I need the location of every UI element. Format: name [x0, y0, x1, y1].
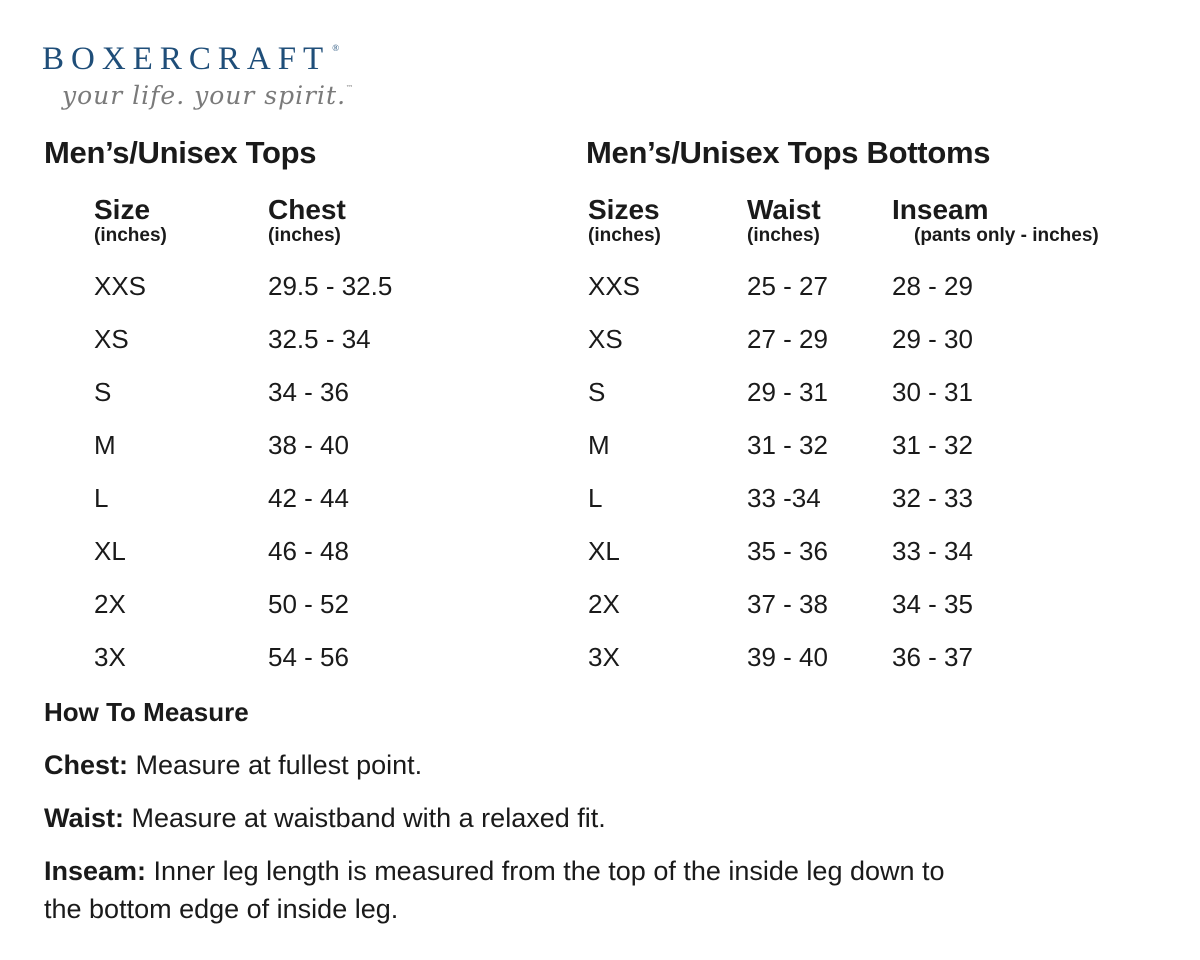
- bottoms-inseam-cell: 33 - 34: [892, 536, 973, 566]
- inseam-measure-note: [44, 852, 984, 928]
- note-text: Inner leg length is measured from the top of the inside leg down to the bottom edge of inside leg.: [44, 856, 945, 924]
- tops-size-cell: XXS: [94, 271, 147, 301]
- bottoms-waist-cell: 37 - 38: [747, 589, 828, 619]
- bottoms-size-cell: M: [588, 430, 610, 460]
- bottoms-inseam-cell: 28 - 29: [892, 271, 973, 301]
- bottoms-inseam-cell: 31 - 32: [892, 430, 973, 460]
- tops-size-cell: S: [94, 377, 112, 407]
- tops-size-cell: 3X: [94, 642, 126, 672]
- bottoms-inseam-cell: 34 - 35: [892, 589, 973, 619]
- tops-chest-cell: 54 - 56: [268, 642, 349, 672]
- bottoms-waist-cell: 31 - 32: [747, 430, 828, 460]
- bottoms-inseam-cell: 30 - 31: [892, 377, 973, 407]
- tops-chest-cell: 46 - 48: [268, 536, 349, 566]
- waist-measure-note: [44, 799, 1044, 837]
- bottoms-inseam-cell: 29 - 30: [892, 324, 973, 354]
- note-label: Chest:: [44, 750, 129, 780]
- bottoms-size-cell: XS: [588, 324, 623, 354]
- bottoms-waist-cell: 25 - 27: [747, 271, 828, 301]
- bottoms-waist-cell: 39 - 40: [747, 642, 828, 672]
- note-text: Measure at fullest point.: [128, 750, 423, 780]
- tops-chest-cell: 42 - 44: [268, 483, 349, 513]
- tops-chest-cell: 34 - 36: [268, 377, 349, 407]
- tops-size-cell: M: [94, 430, 116, 460]
- note-label: Inseam:: [44, 856, 147, 886]
- how-to-measure-heading: How To Measure: [44, 697, 249, 727]
- bottoms-inseam-cell: 32 - 33: [892, 483, 973, 513]
- bottoms-size-cell: 2X: [588, 589, 620, 619]
- chest-measure-note: [44, 746, 1044, 784]
- tops-chest-cell: 32.5 - 34: [268, 324, 371, 354]
- bottoms-header-sizes: Sizes (inches): [588, 194, 661, 246]
- tops-title: Men’s/Unisex Tops: [44, 135, 317, 170]
- brand-name: BOXERCRAFT ®: [42, 41, 340, 77]
- bottoms-title: Men’s/Unisex Tops Bottoms: [586, 135, 991, 170]
- trademark-mark: ™: [346, 84, 355, 92]
- brand-tagline: your life. your spirit.™: [62, 81, 355, 110]
- tops-size-cell: 2X: [94, 589, 126, 619]
- bottoms-waist-cell: 29 - 31: [747, 377, 828, 407]
- bottoms-header-waist: Waist (inches): [747, 194, 821, 246]
- tops-size-cell: XL: [94, 536, 126, 566]
- tops-chest-cell: 38 - 40: [268, 430, 349, 460]
- boxercraft-logo: [42, 30, 354, 110]
- tops-header-chest: Chest (inches): [268, 194, 346, 246]
- bottoms-size-cell: S: [588, 377, 606, 407]
- bottoms-size-cell: XL: [588, 536, 620, 566]
- tops-chest-cell: 29.5 - 32.5: [268, 271, 393, 301]
- tops-chest-cell: 50 - 52: [268, 589, 349, 619]
- bottoms-size-cell: XXS: [588, 271, 641, 301]
- bottoms-waist-cell: 35 - 36: [747, 536, 828, 566]
- bottoms-size-cell: 3X: [588, 642, 620, 672]
- bottoms-header-inseam: Inseam (pants only - inches): [892, 194, 1099, 246]
- tops-header-size: Size (inches): [94, 194, 167, 246]
- tops-size-cell: XS: [94, 324, 129, 354]
- note-text: Measure at waistband with a relaxed fit.: [124, 803, 606, 833]
- bottoms-waist-cell: 27 - 29: [747, 324, 828, 354]
- bottoms-size-cell: L: [588, 483, 603, 513]
- registered-mark: ®: [332, 43, 340, 53]
- bottoms-waist-cell: 33 -34: [747, 483, 821, 513]
- tops-size-cell: L: [94, 483, 109, 513]
- bottoms-inseam-cell: 36 - 37: [892, 642, 973, 672]
- note-label: Waist:: [44, 803, 124, 833]
